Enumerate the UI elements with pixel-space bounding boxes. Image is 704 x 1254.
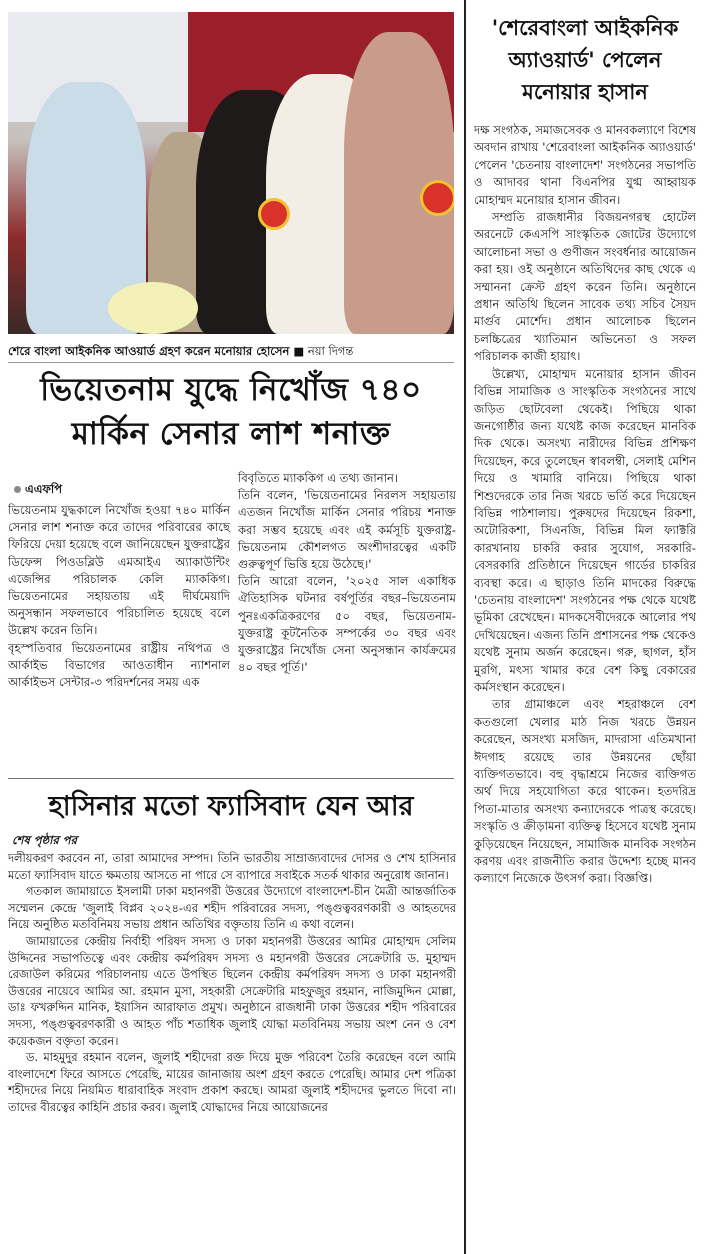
story1-headline [8,368,454,456]
story1-column-2 [238,470,456,676]
story3-headline-line1: 'শেরেবাংলা আইকনিক [491,16,679,40]
story1-paragraph: তিনি আরো বলেন, '২০২৫ সাল একাধিক ঐতিহাসিক ঘটনার বর্ষপূর্তির বছর–ভিয়েতনাম পুনঃএকত্রিকরণের ৫০ বছর, ভিয়েতনাম-যুক্তরাষ্ট্র কূটনৈতিক সম্পর্কের ৩০ বছর এবং যুক্তরাষ্ট্রের নিখোঁজ সেনা অনুসন্ধান কার্যক্রমের ৪০ বছর পূর্তি।' [238,574,456,675]
story1-paragraph: ভিয়েতনাম যুদ্ধকালে নিখোঁজ হওয়া ৭৪০ মার্কিন সেনার লাশ শনাক্ত করে তাদের পরিবারের কাছে ফিরিয়ে দেয়া হয়েছে বলে জানিয়েছেন যুক্তরাষ্ট্রের ডিফেন্স পিওডব্লিউ এমআইএ অ্যাকাউন্টিং এজেন্সির পরিচালক কেলি ম্যাককিগ। ভিয়েতনামের সহায়তায় এই দীর্ঘমেয়াদি অনুসন্ধান সফলভাবে পরিচালিত হয়েছে বলে উল্লেখ করেন তিনি। [8,503,230,638]
photo-caption [8,340,454,363]
story3-headline-line2: অ্যাওয়ার্ড' পেলেন [508,48,662,72]
story3-paragraph: উল্লেখ্য, মোহাম্মদ মনোয়ার হাসান জীবন বিভিন্ন সামাজিক ও সাংস্কৃতিক সংগঠনের সাথে জড়িত ছোটবেলা থেকেই। পিছিয়ে থাকা জনগোষ্ঠীর জন্য যথেষ্ট কাজ করেছেন মানবিক দিক থেকে। অসংখ্য নারীদের বিভিন্ন প্রশিক্ষণ দিয়েছেন, করে তুলেছেন স্বাবলম্বী, সেলাই মেশিন দিয়ে ও খামারি বানিয়ে। পিছিয়ে থাকা শিশুদেরকে তার নিজ খরচে ভর্তি করে দিয়েছেন বিভিন্ন পাঠশালায়। পুরুষদের দিয়েছেন রিকশা, অটোরিকশা, সিএনজি, বিভিন্ন মিল ফ্যাক্টরি কারখানায় চাকরি করার সুযোগ, সরকারি-বেসরকারি প্রতিষ্ঠানে দিয়েছেন গার্ডের চাকরির ব্যবস্থা করে। এ ছাড়াও তিনি মাদকের বিরুদ্ধে 'চেতনায় বাংলাদেশ' সংগঠনের পক্ষ থেকে যথেষ্ট ভূমিকা রেখেছেন। মাদকসেবীদেরকে আলোর পথ দেখিয়েছেন। এজন্য তিনি প্রশাসনের পক্ষ থেকেও যথেষ্ট সুনাম অর্জন করেছেন। গরু, ছাগল, হাঁস মুরগি, মৎস্য খামার করে বেশ কিছু বেকারের কর্মসংস্থান করেছেন। [474,366,696,694]
section-divider [8,778,454,779]
story1-byline [14,481,62,500]
story2-paragraph: দলীয়করণ করবেন না, তারা আমাদের সম্পদ। তিনি ভারতীয় সাম্রাজ্যবাদের দোসর ও শেখ হাসিনার মতো ফ্যাসিবাদ যাতে ক্ষমতায় আসতে না পারে সে ব্যাপারে সবাইকে সতর্ক থাকার অনুরোধ জানান। [8,851,456,882]
flower-bouquet [108,282,198,334]
story3-headline [470,12,700,108]
story1-headline-line1: ভিয়েতনাম যুদ্ধে নিখোঁজ ৭৪০ [40,372,422,408]
story2-paragraph: জামায়াতের কেন্দ্রীয় নির্বাহী পরিষদ সদস্য ও ঢাকা মহানগরী উত্তরের আমির মোহাম্মদ সেলিম উদ্দিনের সভাপতিত্বে এবং কেন্দ্রীয় কর্মপরিষদ সদস্য ও মহানগরী উত্তরের সেক্রেটারি ড. মুহাম্মদ রেজাউল করিমের পরিচালনায় এতে উপস্থিত ছিলেন কেন্দ্রীয় কর্মপরিষদ সদস্য ও ঢাকা মহানগরী উত্তরের নায়েবে আমির আ. রহমান মুসা, সহকারী সেক্রেটারি মাহফুজুর রহমান, নাজিমুদ্দিন মোল্লা, ডাঃ ফখরুদ্দিন মানিক, ইয়াসিন আরাফাত প্রমুখ। অনুষ্ঠানে রাজধানী ঢাকা উত্তরের শহীদ পরিবারের সদস্য, পঙ্গুত্ববরণকারী ও আহত পাঁচ শতাধিক জুলাই যোদ্ধা মতবিনিময় সভায় অংশ নেন ও বেশ কয়েকজন বক্তৃতা করেন। [8,933,456,1048]
bullet-icon [14,486,21,493]
photo-caption-text: শেরে বাংলা আইকনিক আওয়ার্ড গ্রহণ করেন মনোয়ার হোসেন [8,344,290,358]
rosette-badge [258,198,290,230]
story2-paragraph: গতকাল জামায়াতে ইসলামী ঢাকা মহানগরী উত্তরের উদ্যোগে বাংলাদেশ-চীন মৈত্রী আন্তর্জাতিক সম্মেলন কেন্দ্রে 'জুলাই বিপ্লব ২০২৪-এর শহীদ পরিবারের সদস্য, পঙ্গুত্ববরণকারী ও আহতদের নিয়ে অনুষ্ঠিত মতবিনিময় সভায় প্রধান অতিথির বক্তৃতায় তিনি এ কথা বলেন। [8,884,456,932]
story2-body [8,850,456,1116]
story1-column-1 [8,502,230,691]
story3-headline-line3: মনোয়ার হাসান [522,80,648,104]
story1-headline-line2: মার্কিন সেনার লাশ শনাক্ত [71,416,391,452]
story3-column [470,0,700,1254]
news-photo [8,12,454,334]
story2-continued-label: শেষ পৃষ্ঠার পর [12,833,77,847]
story1-byline-text: এএফপি [25,482,62,496]
story3-body [474,122,696,888]
story3-paragraph: তার গ্রামাঞ্চলে এবং শহরাঞ্চলে বেশ কতগুলো খেলার মাঠ নিজ খরচে উন্নয়ন করেছেন, অসংখ্য মসজিদ, মাদরাসা এতিমখানা ঈদগাহ রয়েছে তার উন্নয়নের ছোঁয়া ব্যক্তিগতভাবে। বহু বৃদ্ধাশ্রমে নিজের ব্যক্তিগত অর্থ দিয়ে সহযোগিতা করে থাকেন। হতদরিদ্র পিতা-মাতার অসংখ্য কন্যাদেরকে পাত্রস্থ করেছে। সংস্কৃতি ও ক্রীড়ামনা ব্যক্তিত্ব হিসেবে যথেষ্ট সুনাম কুড়িয়েছেন নিয়েছেন, সামাজিক মানবিক সংগঠন করণয় এবং রাজনীতি করার উদ্দেশ্য হচ্ছে মানব কল্যাণে নিজেকে উৎসর্গ করা। বিজ্ঞপ্তি। [474,697,696,886]
story1-paragraph: তিনি বলেন, 'ভিয়েতনামের নিরলস সহায়তায় এতজন নিখোঁজ মার্কিন সেনার পরিচয় শনাক্ত করা সম্ভব হয়েছে এবং এই কর্মসূচি যুক্তরাষ্ট্র-ভিয়েতনাম কৌশলগত অংশীদারত্বের একটি গুরুত্বপূর্ণ ভিত্তি হয়ে উঠেছে।' [238,488,456,572]
story2-headline: হাসিনার মতো ফ্যাসিবাদ যেন আর [48,791,414,822]
story3-paragraph: দক্ষ সংগঠক, সমাজসেবক ও মানবকল্যাণে বিশেষ অবদান রাখায় 'শেরেবাংলা আইকনিক অ্যাওয়ার্ড' পেলেন 'চেতনায় বাংলাদেশ' সংগঠনের সভাপতি ও আদাবর থানা বিএনপির যুগ্ম আহ্বায়ক মোহাম্মদ মনোয়ার হাসান জীবন। [474,123,696,207]
photo-credit: ■ নয়া দিগন্ত [293,344,354,358]
story2-paragraph: ড. মাহমুদুর রহমান বলেন, জুলাই শহীদেরা রক্ত দিয়ে মুক্ত পরিবেশ তৈরি করেছেন বলে আমি বাংলাদেশে ফিরে আসতে পেরেছি, মায়ের জানাজায় অংশ গ্রহণ করতে পেরেছি। আমার দেশ পত্রিকা শহীদদের নিয়ে নিয়মিত ধারাবাহিক সংবাদ প্রকাশ করছে। আমরা জুলাই শহীদদের ভুলতে দিবো না। তাদের বীরত্বের কাহিনি প্রচার করব। জুলাই যোদ্ধাদের নিয়ে আয়োজনের [8,1050,456,1114]
rosette-badge [420,180,454,216]
story1-paragraph: বৃহস্পতিবার ভিয়েতনামের রাষ্ট্রীয় নথিপত্র ও আর্কাইভ বিভাগের আওতাধীন ন্যাশনাল আর্কাইভস সেন্টার-৩ পরিদর্শনের সময় এক [8,640,230,690]
story1-paragraph: বিবৃতিতে ম্যাককিগ এ তথ্য জানান। [238,471,399,485]
column-divider [464,0,466,1254]
story3-paragraph: সম্প্রতি রাজধানীর বিজয়নগরস্থ হোটেল অরনেটে কেএসপি সাংস্কৃতিক জোটের উদ্যোগে আলোচনা সভা ও গুণীজন সংবর্ধনার আয়োজন করা হয়। ওই অনুষ্ঠানে অতিথিদের কাছ থেকে এ সম্মাননা ক্রেস্ট গ্রহণ করেন তিনি। অনুষ্ঠানে প্রধান অতিথি ছিলেন সাবেক তথ্য সচিব সৈয়দ মার্গুব মোর্শেদ। প্রধান আলোচক ছিলেন চলচ্চিত্রের খ্যাতিমান অভিনেতা ও সফল পরিচালক কাজী হায়াৎ। [474,210,696,364]
